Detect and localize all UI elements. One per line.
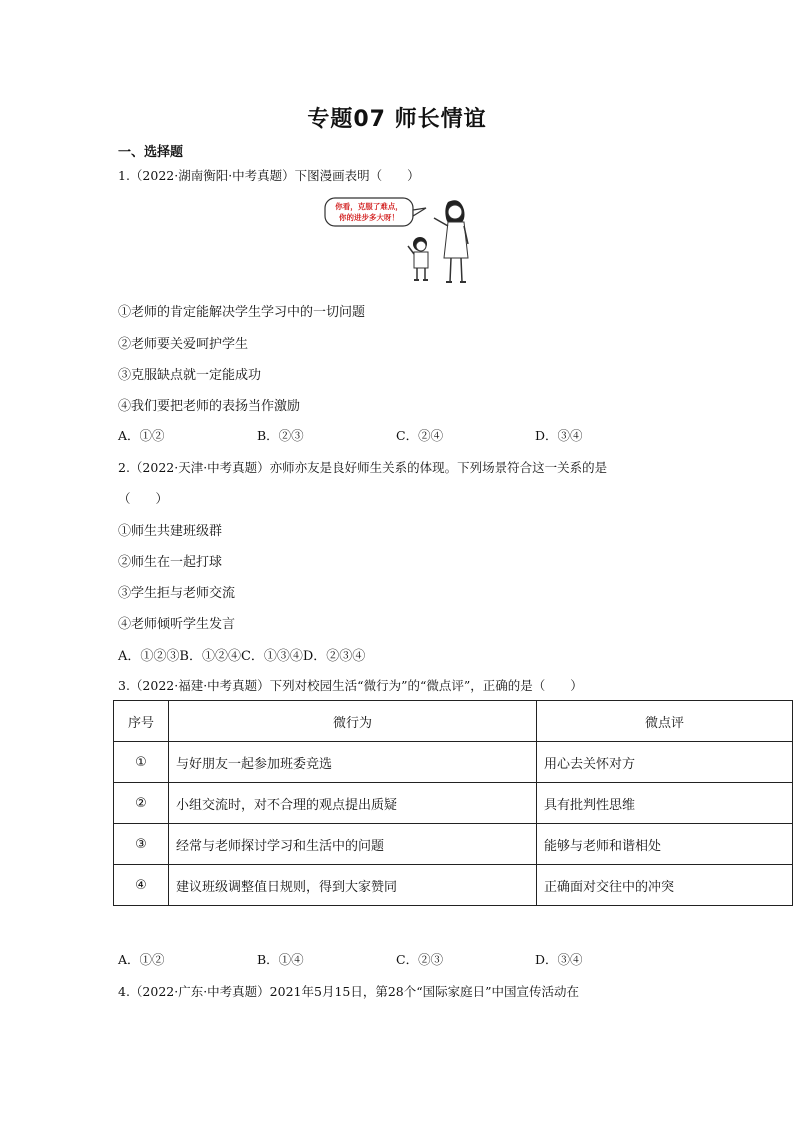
row-behavior: 与好朋友一起参加班委竞选 — [169, 742, 537, 783]
row-comment: 能够与老师和谐相处 — [537, 824, 793, 865]
section-heading: 一、选择题 — [118, 145, 184, 160]
bubble-line-1: 你看，克服了难点， — [335, 202, 403, 211]
q3-table — [113, 700, 793, 906]
q1-item-4: ④我们要把老师的表扬当作激励 — [118, 399, 301, 414]
q1-item-2: ②老师要关爱呵护学生 — [118, 337, 249, 352]
q3-choice-a: A．①② — [118, 952, 165, 967]
q1-choices — [118, 426, 583, 444]
q1-choice-c: C．②④ — [396, 428, 444, 443]
row-behavior: 小组交流时，对不合理的观点提出质疑 — [169, 783, 537, 824]
bubble-line-2: 你的进步多大呀！ — [339, 213, 399, 222]
q2-choices: A．①②③B．①②④C．①③④D．②③④ — [118, 649, 366, 664]
q3-choice-c: C．②③ — [396, 952, 444, 967]
q3-choice-d: D．③④ — [535, 952, 583, 967]
row-behavior: 经常与老师探讨学习和生活中的问题 — [169, 824, 537, 865]
header-comment: 微点评 — [537, 701, 793, 742]
q2-item-1: ①师生共建班级群 — [118, 524, 223, 539]
q3-choices — [118, 950, 583, 968]
q1-choice-b: B．②③ — [257, 428, 304, 443]
row-index: ④ — [114, 865, 169, 906]
header-behavior: 微行为 — [169, 701, 537, 742]
q1-item-3: ③克服缺点就一定能成功 — [118, 368, 262, 383]
row-behavior: 建议班级调整值日规则，得到大家赞同 — [169, 865, 537, 906]
page-title: 专题07 师长情谊 — [307, 107, 487, 132]
q2-paren: （ ） — [118, 491, 169, 506]
row-index: ② — [114, 783, 169, 824]
q3-stem: 3.（2022·福建·中考真题）下列对校园生活“微行为”的“微点评”，正确的是（ ） — [118, 678, 583, 693]
row-comment: 具有批判性思维 — [537, 783, 793, 824]
q1-choice-d: D．③④ — [535, 428, 583, 443]
table-row — [114, 742, 793, 783]
header-index: 序号 — [114, 701, 169, 742]
q1-item-1: ①老师的肯定能解决学生学习中的一切问题 — [118, 305, 366, 320]
table-row — [114, 783, 793, 824]
cartoon-illustration — [318, 188, 478, 288]
teacher-student-cartoon-icon — [318, 188, 478, 288]
table-row — [114, 865, 793, 906]
q1-stem: 1.（2022·湖南衡阳·中考真题）下图漫画表明（ ） — [118, 168, 420, 183]
q2-stem: 2.（2022·天津·中考真题）亦师亦友是良好师生关系的体现。下列场景符合这一关系的是 — [118, 460, 608, 475]
q3-choice-b: B．①④ — [257, 952, 304, 967]
row-index: ① — [114, 742, 169, 783]
q2-item-3: ③学生拒与老师交流 — [118, 586, 236, 601]
row-comment: 正确面对交往中的冲突 — [537, 865, 793, 906]
table-header-row — [114, 701, 793, 742]
q2-item-2: ②师生在一起打球 — [118, 555, 223, 570]
row-index: ③ — [114, 824, 169, 865]
q4-stem: 4.（2022·广东·中考真题）2021年5月15日，第28个“国际家庭日”中国宣传活动在 — [118, 984, 580, 999]
table-row — [114, 824, 793, 865]
row-comment: 用心去关怀对方 — [537, 742, 793, 783]
q2-item-4: ④老师倾听学生发言 — [118, 617, 236, 632]
q1-choice-a: A．①② — [118, 428, 165, 443]
